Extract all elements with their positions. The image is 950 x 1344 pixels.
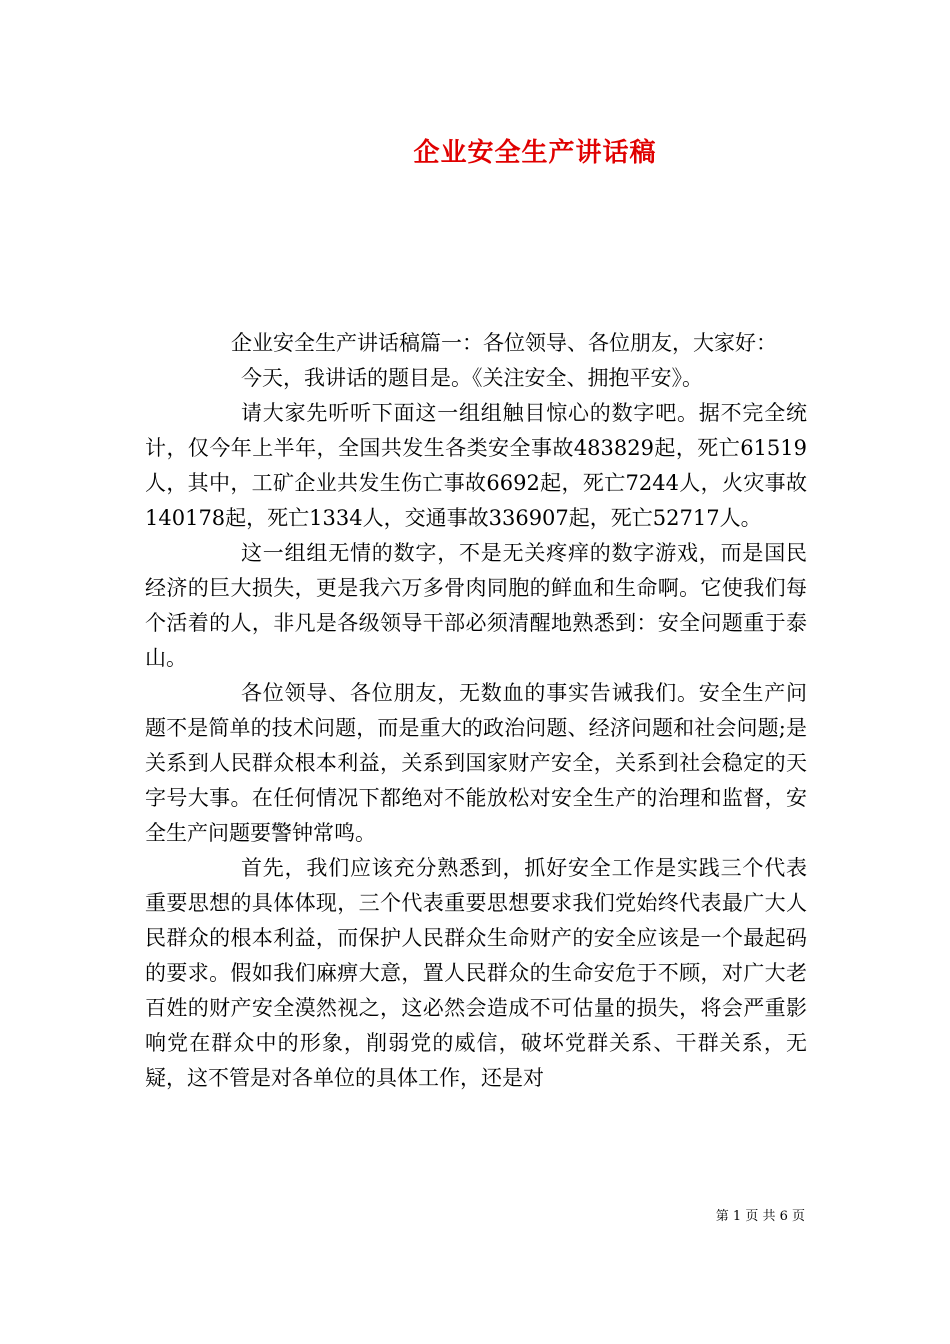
paragraph-statistics: 请大家先听听下面这一组组触目惊心的数字吧。据不完全统计，仅今年上半年，全国共发生各类安全事故483829起，死亡61519人，其中，工矿企业共发生伤亡事故6692起，死亡7244人，火灾事故140178起，死亡1334人，交通事故336907起，死亡52717人。 <box>145 401 807 530</box>
document-title: 企业安全生产讲话稿 <box>413 138 657 168</box>
paragraph-importance: 各位领导、各位朋友，无数血的事实告诫我们。安全生产问题不是简单的技术问题，而是重大的政治问题、经济问题和社会问题;是关系到人民群众根本利益，关系到国家财产安全，关系到社会稳定的天字号大事。在任何情况下都绝对不能放松对安全生产的治理和监督，安全生产问题要警钟常鸣。 <box>145 681 807 845</box>
paragraph-losses: 这一组组无情的数字，不是无关疼痒的数字游戏，而是国民经济的巨大损失，更是我六万多骨肉同胞的鲜血和生命啊。它使我们每个活着的人，非凡是各级领导干部必须清醒地熟悉到：安全问题重于泰山。 <box>145 541 807 670</box>
paragraph-first-point: 首先，我们应该充分熟悉到，抓好安全工作是实践三个代表重要思想的具体体现，三个代表重要思想要求我们党始终代表最广大人民群众的根本利益，而保护人民群众生命财产的安全应该是一个最起码的要求。假如我们麻痹大意，置人民群众的生命安危于不顾，对广大老百姓的财产安全漠然视之，这必然会造成不可估量的损失，将会严重影响党在群众中的形象，削弱党的威信，破坏党群关系、干群关系，无疑，这不管是对各单位的具体工作，还是对 <box>145 856 807 1090</box>
paragraph-topic: 今天，我讲话的题目是。《关注安全、拥抱平安》。 <box>241 366 703 390</box>
paragraph-greeting: 企业安全生产讲话稿篇一：各位领导、各位朋友，大家好： <box>231 331 777 355</box>
document-body <box>145 326 807 1096</box>
page-number: 第 1 页 共 6 页 <box>715 1209 805 1224</box>
